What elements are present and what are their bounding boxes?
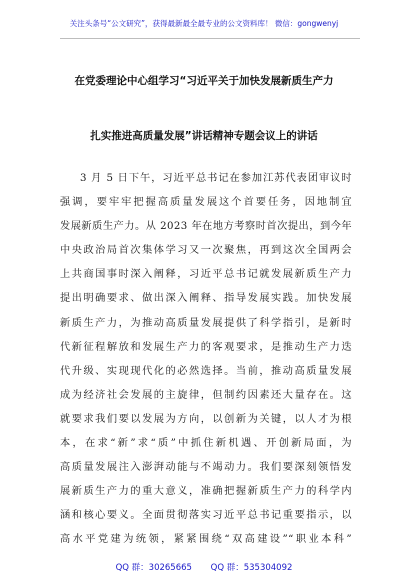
body-line: 中央政治局首次集体学习又一次聚焦，再到这次全国两会 [60, 245, 352, 257]
body-line: 本，在求“新”求“质”中抓住新机遇、开创新局面，为 [60, 438, 352, 450]
body-line: 展新质生产力的重大意义，准确把握新质生产力的科学内 [60, 486, 352, 498]
document-title-line-2: 扎实推进高质量发展”讲话精神专题会议上的讲话 [90, 130, 318, 142]
body-line: 3 月 5 日下午，习近平总书记在参加江苏代表团审议时 [80, 173, 352, 184]
header-note: 关注头条号“公文研究”，获得最新最全最专业的公文资料库！ 微信：gongwenyj [69, 19, 339, 28]
body-text [60, 167, 352, 553]
body-line: 代升级、实现现代化的必然选择。当前，推动高质量发展 [60, 365, 352, 377]
body-line: 强调，要牢牢把握高质量发展这个首要任务，因地制宜 [60, 197, 352, 209]
footer-qq-group-1: QQ 群：30265665 [115, 563, 192, 573]
body-line: 上共商国事时深入阐释，习近平总书记就发展新质生产力 [60, 269, 352, 281]
footer-qq-groups [0, 561, 408, 573]
body-line: 成为经济社会发展的主旋律，但制约因素还大量存在。这 [60, 389, 352, 401]
header-divider [60, 38, 360, 39]
body-line: 就要求我们要以发展为方向，以创新为关键，以人才为根 [60, 413, 352, 425]
body-line: 新质生产力，为推动高质量发展提供了科学指引，是新时 [60, 317, 352, 329]
body-line: 高水平党建为统领，紧紧围绕“双高建设”“职业本科” [60, 534, 352, 546]
body-line: 高质量发展注入澎湃动能与不竭动力。我们要深刻领悟发 [60, 462, 352, 474]
body-line: 涵和核心要义。全面贯彻落实习近平总书记重要指示，以 [60, 510, 352, 522]
body-line: 代新征程解放和发展生产力的客观要求，是推动生产力迭 [60, 341, 352, 353]
footer-qq-group-2: QQ 群：535304092 [210, 563, 293, 573]
body-line: 发展新质生产力。从 2023 年在地方考察时首次提出，到今年 [60, 221, 352, 233]
document-title-line-1: 在党委理论中心组学习“习近平关于加快发展新质生产力 [74, 75, 334, 87]
body-line: 提出明确要求、做出深入阐释、指导发展实践。加快发展 [60, 293, 352, 305]
